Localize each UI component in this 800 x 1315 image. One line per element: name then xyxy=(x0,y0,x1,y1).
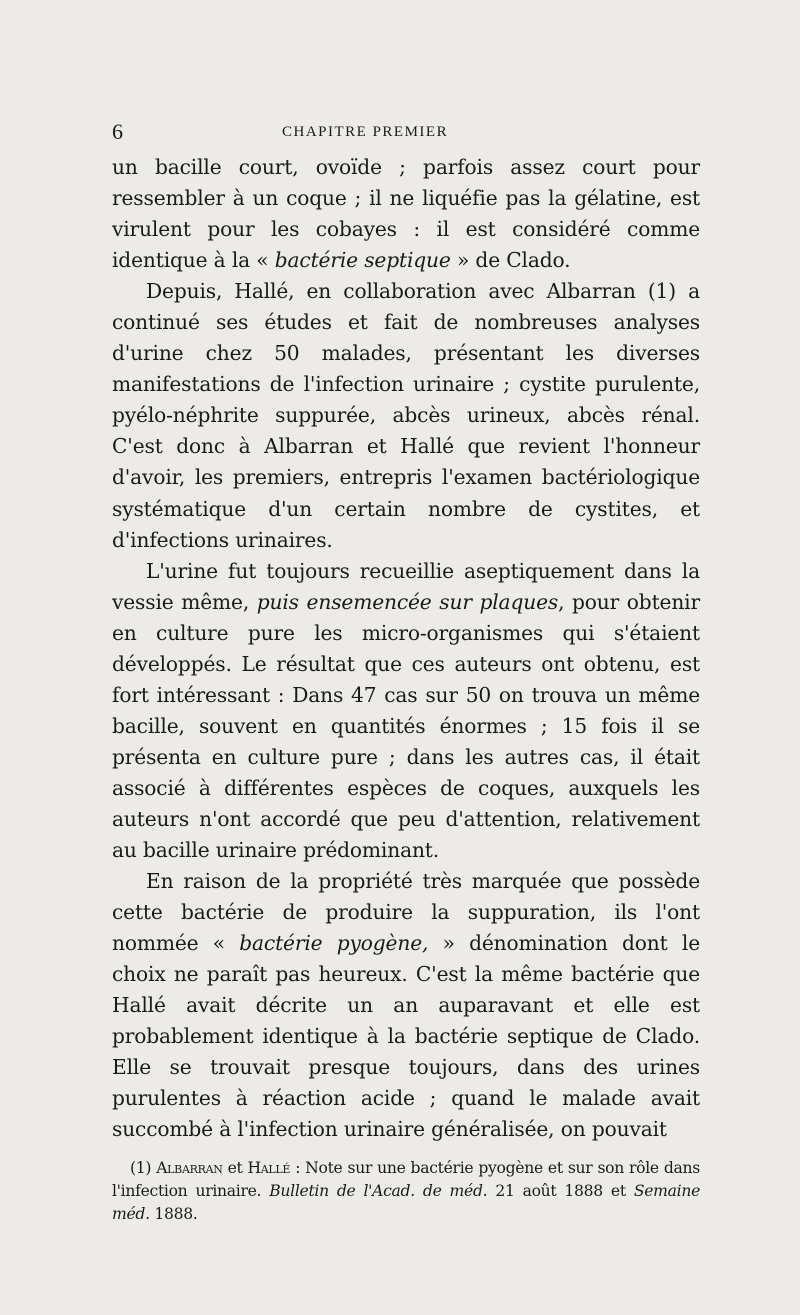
footnote-and: et xyxy=(222,1159,248,1177)
page-header xyxy=(112,120,702,144)
paragraph-1-text: un bacille court, ovoïde ; parfois assez court pour ressembler à un coque ; il ne liquéfie pas la gélatine, est virulent pour les cobayes : il est considéré comme identique à la « xyxy=(112,155,700,273)
footnote-marker: (1) xyxy=(130,1159,157,1177)
footnote-year: 1888. xyxy=(149,1205,198,1223)
footnote-title: : Note sur une bactérie pyogène et sur son rôle dans l'infection urinaire. xyxy=(112,1159,700,1200)
footnote-text xyxy=(112,1157,700,1226)
paragraph-1-emphasis: bactérie septique xyxy=(274,248,451,273)
paragraph-3-start: L'urine fut toujours recueillie aseptiquement dans la vessie même, xyxy=(112,558,700,614)
paragraph-3-emphasis: puis ensemencée sur plaques xyxy=(256,589,559,614)
body-text xyxy=(112,152,700,1146)
paragraph-4-emphasis: bactérie pyogène, xyxy=(224,931,429,956)
footnote-author-1: Albarran xyxy=(156,1159,223,1177)
paragraph-1 xyxy=(112,152,700,276)
paragraph-4 xyxy=(112,866,700,1145)
page-number: 6 xyxy=(112,119,123,144)
paragraph-3 xyxy=(112,556,700,866)
footnote-author-2: Hallé xyxy=(247,1159,291,1177)
paragraph-1-end: » de Clado. xyxy=(450,248,571,273)
paragraph-3-end: , pour obtenir en culture pure les micro-organismes qui s'étaient développés. Le résultat que ces auteurs ont obtenu, est fort intéressant : Dans 47 cas sur 50 on trouva un même bacille, souvent en quantités énormes ; 15 fois il se présenta en culture pure ; dans les autres cas, il était associé à différentes espèces de coques, auxquels les auteurs n'ont accordé que peu d'attention, relativement au bacille urinaire prédominant. xyxy=(112,589,700,863)
footnote-date: 21 août 1888 et xyxy=(487,1182,634,1200)
footnote-journal: Bulletin de l'Acad. de méd. xyxy=(269,1182,488,1200)
footnote xyxy=(112,1157,700,1226)
paragraph-4-end: » dénomination dont le choix ne paraît pas heureux. C'est la même bactérie que Hallé avait décrite un an auparavant et elle est probablement identique à la bactérie septique de Clado. Elle se trouvait presque toujours, dans des urines purulentes à réaction acide ; quand le malade avait succombé à l'infection urinaire généralisée, on pouvait xyxy=(112,931,701,1142)
footnote-journal-2: Semaine méd. xyxy=(112,1182,701,1223)
paragraph-2: Depuis, Hallé, en collaboration avec Albarran (1) a continué ses études et fait de nombreuses analyses d'urine chez 50 malades, présentant les diverses manifestations de l'infection urinaire ; cystite purulente, pyélo-néphrite suppurée, abcès urineux, abcès rénal. C'est donc à Albarran et Hallé que revient l'honneur d'avoir, les premiers, entrepris l'examen bactériologique systématique d'un certain nombre de cystites, et d'infections urinaires. xyxy=(112,279,700,552)
paragraph-4-start: En raison de la propriété très marquée que possède cette bactérie de produire la suppuration, ils l'ont nommée « xyxy=(112,869,700,956)
running-head: CHAPITRE PREMIER xyxy=(282,124,449,140)
